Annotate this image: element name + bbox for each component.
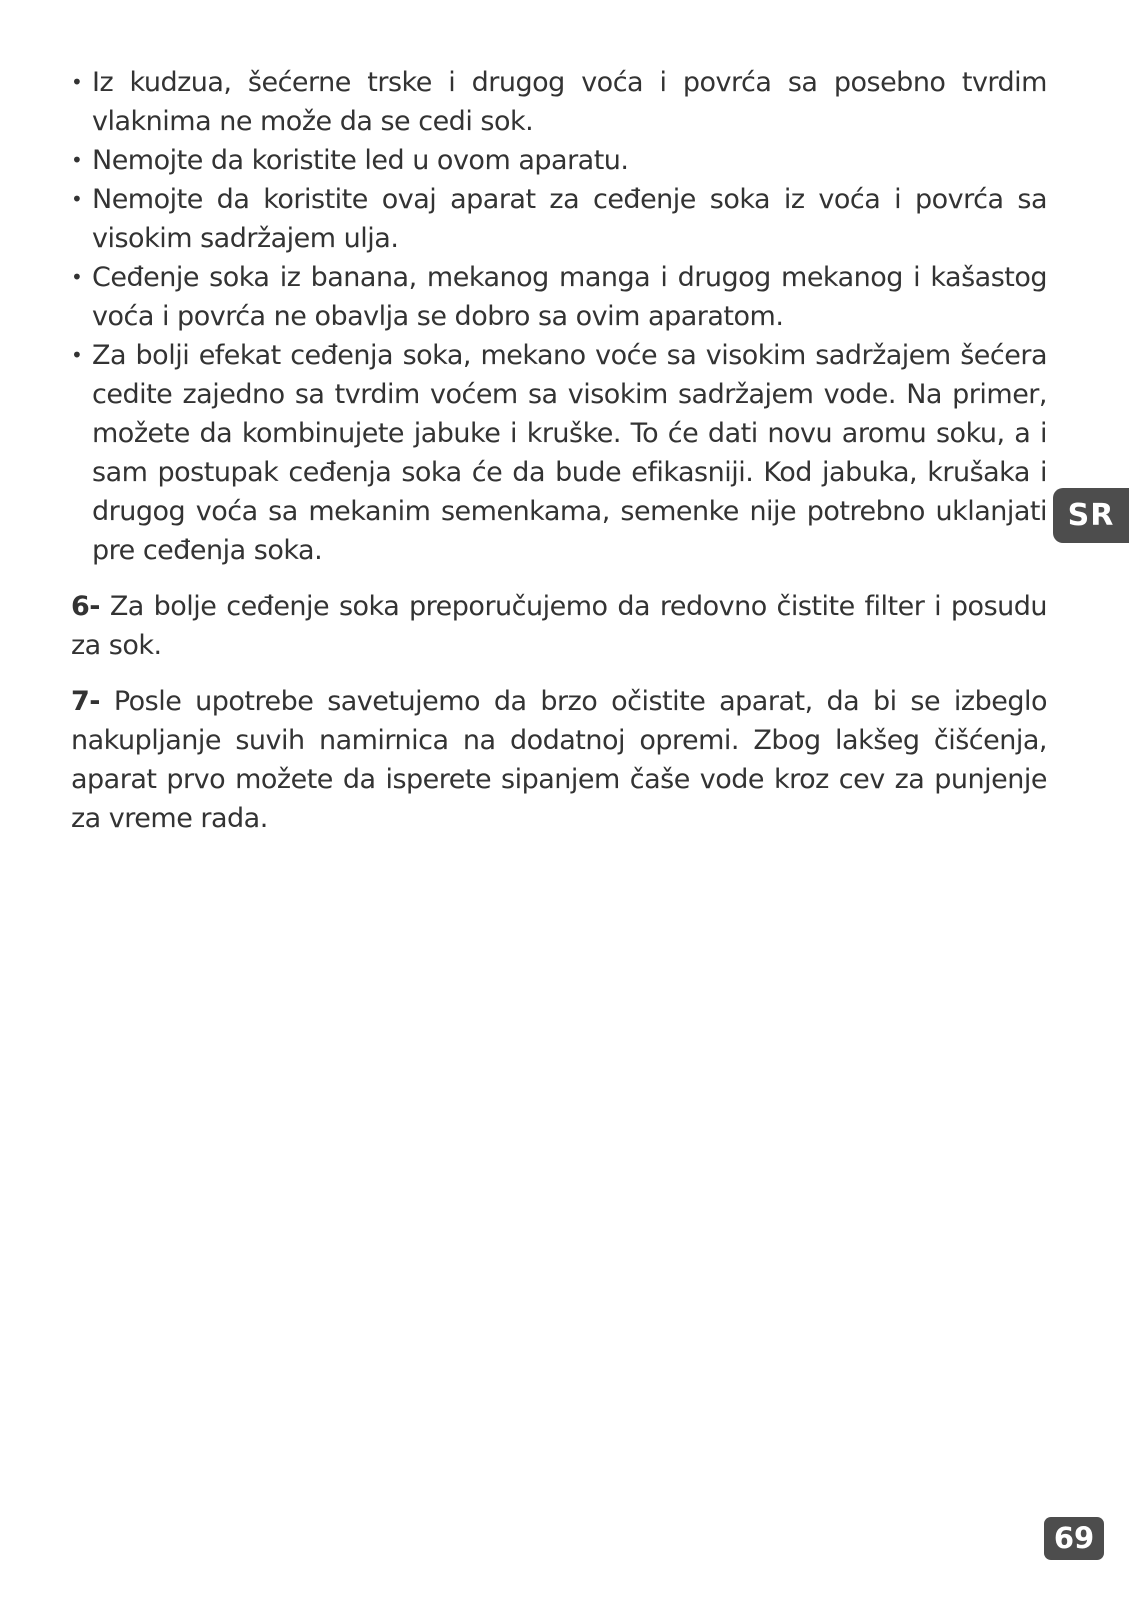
bullet-icon: • xyxy=(71,70,83,94)
bullet-list xyxy=(71,63,1047,570)
paragraph-number: 6- xyxy=(71,591,100,622)
page-number: 69 xyxy=(1044,1517,1104,1560)
bullet-item xyxy=(71,336,1047,570)
bullet-item xyxy=(71,141,1047,180)
bullet-item xyxy=(71,180,1047,258)
bullet-text: Nemojte da koristite ovaj aparat za ceđenje soka iz voća i povrća sa visokim sadržajem ulja. xyxy=(92,184,1047,254)
bullet-item xyxy=(71,258,1047,336)
paragraph-number: 7- xyxy=(71,686,100,717)
paragraph-text: Za bolje ceđenje soka preporučujemo da redovno čistite filter i posudu za sok. xyxy=(71,591,1048,661)
bullet-text: Iz kudzua, šećerne trske i drugog voća i povrća sa posebno tvrdim vlaknima ne može da se cedi sok. xyxy=(92,67,1047,137)
numbered-paragraph-7 xyxy=(71,682,1047,838)
bullet-item xyxy=(71,63,1047,141)
bullet-text: Nemojte da koristite led u ovom aparatu. xyxy=(92,145,629,176)
bullet-icon: • xyxy=(71,187,83,211)
numbered-paragraph-6 xyxy=(71,587,1047,665)
document-body xyxy=(71,63,1047,838)
paragraph-text: Posle upotrebe savetujemo da brzo očistite aparat, da bi se izbeglo nakupljanje suvih namirnica na dodatnoj opremi. Zbog lakšeg čišćenja, aparat prvo možete da isperete sipanjem čaše vode kroz cev za punjenje za vreme rada. xyxy=(71,686,1047,834)
language-tab: SR xyxy=(1053,488,1129,543)
bullet-icon: • xyxy=(71,148,83,172)
bullet-text: Za bolji efekat ceđenja soka, mekano voće sa visokim sadržajem šećera cedite zajedno sa tvrdim voćem sa visokim sadržajem vode. Na primer, možete da kombinujete jabuke i kruške. To će dati novu aromu soku, a i sam postupak ceđenja soka će da bude efikasniji. Kod jabuka, krušaka i drugog voća sa mekanim semenkama, semenke nije potrebno uklanjati pre ceđenja soka. xyxy=(92,340,1047,566)
bullet-icon: • xyxy=(71,343,83,367)
bullet-text: Ceđenje soka iz banana, mekanog manga i drugog mekanog i kašastog voća i povrća ne obavlja se dobro sa ovim aparatom. xyxy=(92,262,1047,332)
bullet-icon: • xyxy=(71,265,83,289)
